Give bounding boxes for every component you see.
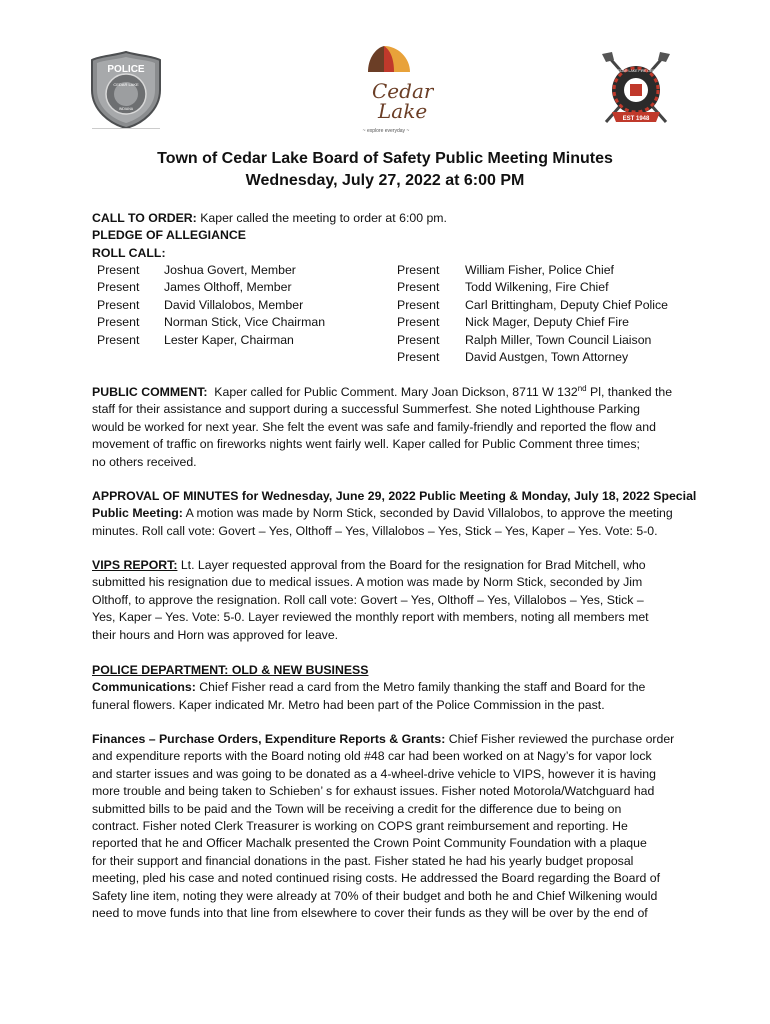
roll-member-name: David Villalobos, Member (164, 297, 304, 312)
roll-member-name: Joshua Govert, Member (164, 263, 296, 277)
roll-right-name-column (465, 262, 668, 366)
roll-call-label: ROLL CALL: (92, 245, 166, 260)
vips-report-section (92, 557, 682, 644)
roll-member-name: Norman Stick, Vice Chairman (164, 315, 326, 330)
communications-line: funeral flowers. Kaper indicated Mr. Metro had been part of the Police Commission in the past. (92, 697, 605, 712)
vips-report-line: submitted his resignation due to medical issues. A motion was made by Norm Stick, seconded by Jim (92, 575, 643, 590)
finances-line: Safety line item, noting they were already at 70% of their budget and both he and Chief Wilkening would (92, 888, 658, 903)
police-state-text: INDIANA (118, 107, 134, 111)
page-subtitle: Wednesday, July 27, 2022 at 6:00 PM (245, 172, 525, 189)
roll-staff-name: Carl Brittingham, Deputy Chief Police (465, 297, 668, 312)
roll-status: Present (97, 297, 140, 312)
finances-line: reported that he and Officer Machalk presented the Crown Point Community Foundation with a plaque (92, 836, 647, 851)
logo-underline (92, 128, 160, 129)
finances-section (92, 731, 682, 922)
logo-lake-word: Lake (378, 99, 428, 123)
cedar-lake-logo (338, 42, 434, 138)
roll-staff-name: Ralph Miller, Town Council Liaison (465, 332, 652, 347)
roll-member-name: James Olthoff, Member (164, 280, 292, 295)
logo-cedar-word: Cedar (372, 79, 434, 103)
ordinal-suffix: nd (577, 383, 587, 393)
roll-status: Present (397, 349, 440, 364)
police-badge-logo (90, 50, 162, 130)
public-comment-label: PUBLIC COMMENT: (92, 385, 208, 399)
roll-status: Present (397, 280, 440, 295)
fire-banner-text: EST 1948 (622, 116, 650, 122)
roll-status: Present (97, 280, 140, 295)
vips-report-label: VIPS REPORT: (92, 558, 178, 572)
roll-staff-name: Todd Wilkening, Fire Chief (465, 280, 609, 295)
finances-text: Chief Fisher reviewed the purchase order (445, 732, 675, 746)
public-comment-line: would be worked for next year. She felt the event was safe and family-friendly and reported the flow and (92, 419, 656, 434)
approval-minutes-heading: APPROVAL OF MINUTES for Wednesday, June 29, 2022 Public Meeting & Monday, July 18, 2022 Special (92, 489, 697, 503)
roll-status: Present (397, 315, 440, 330)
finances-line: more trouble and being taken to Schieben’ s for exhaust issues. Fisher noted Motorola/Watchguard had (92, 784, 655, 799)
roll-left-name-column (164, 262, 325, 349)
public-comment-section (92, 384, 682, 471)
finances-label: Finances – Purchase Orders, Expenditure Reports & Grants: (92, 732, 446, 746)
finances-line: and starter issues and was going to be donated as a 4-wheel-drive vehicle to VIPS, however it is having (92, 766, 656, 781)
police-department-section (92, 662, 682, 714)
page-title: Town of Cedar Lake Board of Safety Public Meeting Minutes (157, 150, 613, 167)
pledge-heading: PLEDGE OF ALLEGIANCE (92, 228, 246, 243)
roll-status: Present (97, 263, 140, 277)
approval-minutes-line: minutes. Roll call vote: Govert – Yes, Olthoff – Yes, Villalobos – Yes, Stick – Yes, Kaper – Yes. Vote: 5-0. (92, 523, 658, 538)
approval-minutes-section (92, 488, 697, 540)
roll-status: Present (397, 297, 440, 312)
call-to-order-label: CALL TO ORDER: (92, 211, 197, 225)
vips-report-text: Lt. Layer requested approval from the Board for the resignation for Brad Mitchell, who (177, 558, 646, 572)
communications-text: Chief Fisher read a card from the Metro family thanking the staff and Board for the (195, 680, 646, 695)
finances-line: submitted bills to be paid and the Town will be receiving a credit for the difference due to being on (92, 801, 622, 816)
public-comment-line: staff for their assistance and support during a successful Summerfest. She noted Lighthouse Parking (92, 402, 640, 417)
finances-line: and expenditure reports with the Board noting old #48 car had been worked on at Nagy’s for vapor lock (92, 749, 652, 764)
police-logo-text: POLICE (107, 64, 145, 75)
roll-right-status-column (397, 262, 439, 366)
vips-report-line: Olthoff, to approve the resignation. Roll call vote: Govert – Yes, Olthoff – Yes, Villalobos – Yes, Stick – (92, 592, 644, 607)
public-comment-line: no others received. (92, 454, 197, 469)
approval-minutes-text: A motion was made by Norm Stick, seconded by David Villalobos, to approve the meeting (182, 506, 673, 521)
public-comment-text: Pl, thanked the (586, 385, 673, 399)
public-comment-line: movement of traffic on fireworks nights went fairly well. Kaper called for Public Comment three times; (92, 437, 640, 452)
police-ring-text: CEDAR LAKE (113, 82, 139, 87)
roll-status: Present (97, 332, 140, 347)
logo-tagline: ~ explore everyday ~ (362, 128, 410, 134)
vips-report-line: their hours and Horn was approved for leave. (92, 627, 339, 642)
roll-staff-name: William Fisher, Police Chief (465, 263, 614, 277)
roll-status: Present (397, 263, 440, 277)
roll-staff-name: Nick Mager, Deputy Chief Fire (465, 315, 630, 330)
communications-label: Communications: (92, 680, 196, 695)
vips-report-line: Yes, Kaper – Yes. Vote: 5-0. Layer reviewed the monthly report with members, noting all members met (92, 610, 649, 625)
finances-line: need to move funds into that line from elsewhere to cover their funds as they will be over by the end of (92, 906, 648, 921)
finances-line: meeting, pled his case and noted continued rising costs. He addressed the Board regarding the Board of (92, 871, 661, 886)
call-to-order-text: Kaper called the meeting to order at 6:00 pm. (200, 211, 447, 225)
fire-department-logo (598, 50, 674, 130)
roll-member-name: Lester Kaper, Chairman (164, 332, 294, 347)
finances-line: contract. Fisher noted Clerk Treasurer is working on COPS grant reimbursement and reporting. He (92, 819, 628, 834)
roll-status: Present (97, 315, 140, 330)
public-comment-text: Kaper called for Public Comment. Mary Joan Dickson, 8711 W 132 (214, 385, 578, 399)
police-department-heading: POLICE DEPARTMENT: OLD & NEW BUSINESS (92, 663, 369, 677)
approval-minutes-label: Public Meeting: (92, 506, 183, 521)
roll-status: Present (397, 332, 440, 347)
roll-staff-name: David Austgen, Town Attorney (465, 349, 629, 364)
call-to-order-block (92, 210, 682, 262)
finances-line: for their support and financial donations in the past. Fisher stated he had his yearly budget proposal (92, 853, 634, 868)
roll-left-status-column (97, 262, 139, 349)
fire-ring-text: CEDAR LAKE FIRE DEPT (615, 69, 657, 73)
